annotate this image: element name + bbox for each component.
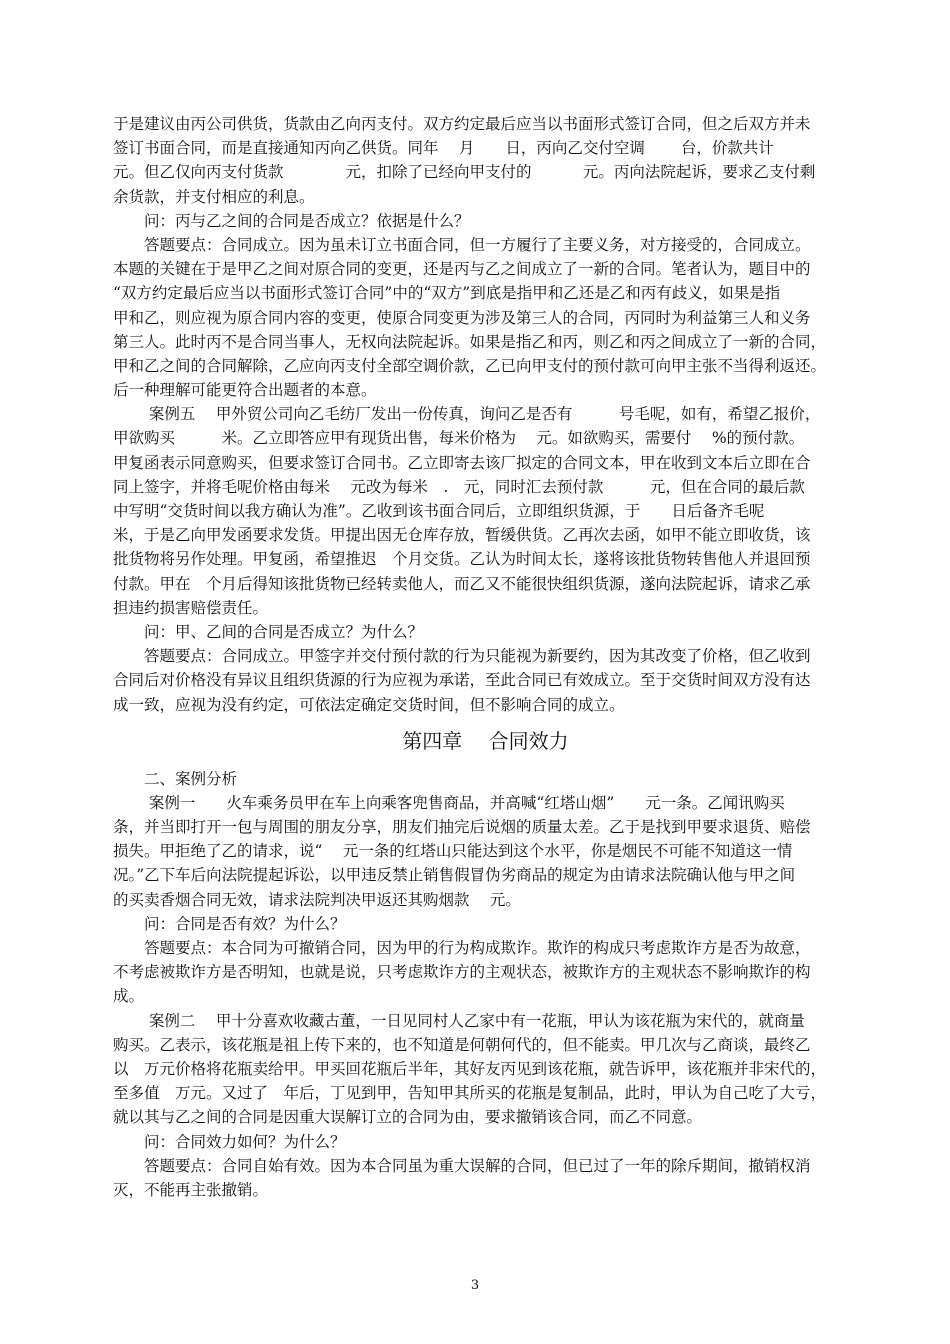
text-line: 签订书面合同，而是直接通知丙向乙供货。同年 月 日，丙向乙交付空调 台，价款共计	[113, 139, 774, 158]
answer-line: 答题要点：合同成立。因为虽未订立书面合同，但一方履行了主要义务，对方接受的，合同成立。	[113, 235, 811, 254]
document-page	[113, 112, 858, 1202]
question-line: 问：丙与乙之间的合同是否成立？依据是什么？	[113, 211, 470, 230]
text-line: 灭，不能再主张撤销。	[113, 1180, 269, 1199]
text-line: 于是建议由丙公司供货，货款由乙向丙支付。双方约定最后应当以书面形式签订合同，但之后双方并未	[113, 115, 811, 133]
section-heading-line: 二、案例分析	[113, 769, 238, 788]
text-line: 合同后对价格没有异议且组织货源的行为应视为承诺，至此合同已有效成立。至于交货时间双方没有达	[113, 671, 811, 690]
question-line: 问：甲、乙间的合同是否成立？为什么？	[113, 622, 424, 641]
text-line: “双方约定最后应当以书面形式签订合同”中的“双方”到底是指甲和乙还是乙和丙有歧义，如果是指	[113, 284, 781, 303]
text-line: 就以其与乙之间的合同是因重大误解订立的合同为由，要求撤销该合同，而乙不同意。	[113, 1108, 703, 1127]
section-part2	[113, 767, 858, 1202]
text-line: 至多值 万元。又过了 年后，丁见到甲，告知甲其所买的花瓶是复制品，此时，甲认为自己吃了大亏，	[113, 1084, 827, 1103]
text-line: 余货款，并支付相应的利息。	[113, 187, 315, 206]
text-line: 损失。甲拒绝了乙的请求，说“ 元一条的红塔山只能达到这个水平，你是烟民不可能不知道这一情	[113, 842, 793, 861]
text-line: 的买卖香烟合同无效，请求法院判决甲返还其购烟款 元。	[113, 890, 521, 909]
text-line: 甲和乙，则应视为原合同内容的变更，使原合同变更为涉及第三人的合同，丙同时为利益第三人和义务	[113, 308, 811, 327]
text-line: 第三人。此时丙不是合同当事人，无权向法院起诉。如果是指乙和丙，则乙和丙之间成立了一新的合同，	[113, 332, 827, 351]
case-heading-line: 案例一 火车乘务员甲在车上向乘客兜售商品，并高喊“红塔山烟” 元一条。乙闻讯购买	[113, 793, 785, 812]
text-line: 甲复函表示同意购买，但要求签订合同书。乙立即寄去该厂拟定的合同文本，甲在收到文本后立即在合	[113, 453, 811, 472]
answer-line: 答题要点：合同自始有效。因为本合同虽为重大误解的合同，但已过了一年的除斥期间，撤销权消	[113, 1156, 811, 1175]
chapter-title: 第四章 合同效力	[402, 728, 569, 753]
text-line: 甲欲购买 米。乙立即答应甲有现货出售，每米价格为 元。如欲购买，需要付 %的预付款。	[113, 429, 805, 448]
question-line: 问：合同效力如何？为什么？	[113, 1132, 346, 1151]
page-number: 3	[470, 1278, 480, 1293]
text-line: 购买。乙表示，该花瓶是祖上传下来的，也不知道是何朝何代的，但不能卖。甲几次与乙商谈，最终乙	[113, 1035, 811, 1054]
text-line: 成。	[113, 987, 145, 1006]
text-line: 中写明“交货时间以我方确认为准”。乙收到该书面合同后，立即组织货源，于 日后备齐毛呢	[113, 502, 765, 520]
text-line: 后一种理解可能更符合出题者的本意。	[113, 381, 377, 400]
answer-line: 答题要点：合同成立。甲签字并交付预付款的行为只能视为新要约，因为其改变了价格，但乙收到	[113, 647, 811, 666]
text-line: 况。”乙下车后向法院提起诉讼，以甲违反禁止销售假冒伪劣商品的规定为由请求法院确认他与甲之间	[113, 866, 796, 885]
section-part1	[113, 112, 858, 717]
answer-line: 答题要点：本合同为可撤销合同，因为甲的行为构成欺诈。欺诈的构成只考虑欺诈方是否为故意，	[113, 939, 811, 957]
text-line: 甲和乙之间的合同解除，乙应向丙支付全部空调价款，乙已向甲支付的预付款可向甲主张不当得利返还。	[113, 356, 827, 375]
text-line: 不考虑被欺诈方是否明知，也就是说，只考虑欺诈方的主观状态，被欺诈方的主观状态不影响欺诈的构	[113, 963, 811, 982]
text-line: 元。但乙仅向丙支付货款 元，扣除了已经向甲支付的 元。丙向法院起诉，要求乙支付剩	[113, 163, 816, 182]
text-line: 本题的关键在于是甲乙之间对原合同的变更，还是丙与乙之间成立了一新的合同。笔者认为，题目中的	[113, 260, 811, 279]
text-line: 以 万元价格将花瓶卖给甲。甲买回花瓶后半年，其好友丙见到该花瓶，就告诉甲，该花瓶并非宋代的，	[113, 1059, 827, 1078]
text-line: 担违约损害赔偿责任。	[113, 598, 269, 617]
text-line: 成一致，应视为没有约定，可依法定确定交货时间，但不影响合同的成立。	[113, 695, 625, 714]
text-line: 米，于是乙向甲发函要求发货。甲提出因无仓库存放，暂缓供货。乙再次去函，如甲不能立即收货，该	[113, 526, 811, 545]
question-line: 问：合同是否有效？为什么？	[113, 914, 346, 933]
text-line: 付款。甲在 个月后得知该批货物已经转卖他人，而乙又不能很快组织货源，遂向法院起诉，请求乙承	[113, 574, 811, 593]
spacer	[113, 757, 858, 767]
text-line: 条，并当即打开一包与周围的朋友分享，朋友们抽完后说烟的质量太差。乙于是找到甲要求退货、赔偿	[113, 818, 811, 837]
text-line: 批货物将另作处理。甲复函，希望推迟 个月交货。乙认为时间太长，遂将该批货物转售他人并退回预	[113, 550, 811, 569]
case-heading-line: 案例五 甲外贸公司向乙毛纺厂发出一份传真，询问乙是否有 号毛呢，如有，希望乙报价，	[113, 405, 821, 424]
case-heading-line: 案例二 甲十分喜欢收藏古董，一日见同村人乙家中有一花瓶，甲认为该花瓶为宋代的，就商量	[113, 1011, 805, 1030]
text-line: 同上签字，并将毛呢价格由每米 元改为每米 . 元，同时汇去预付款 元，但在合同的最后款	[113, 477, 805, 496]
